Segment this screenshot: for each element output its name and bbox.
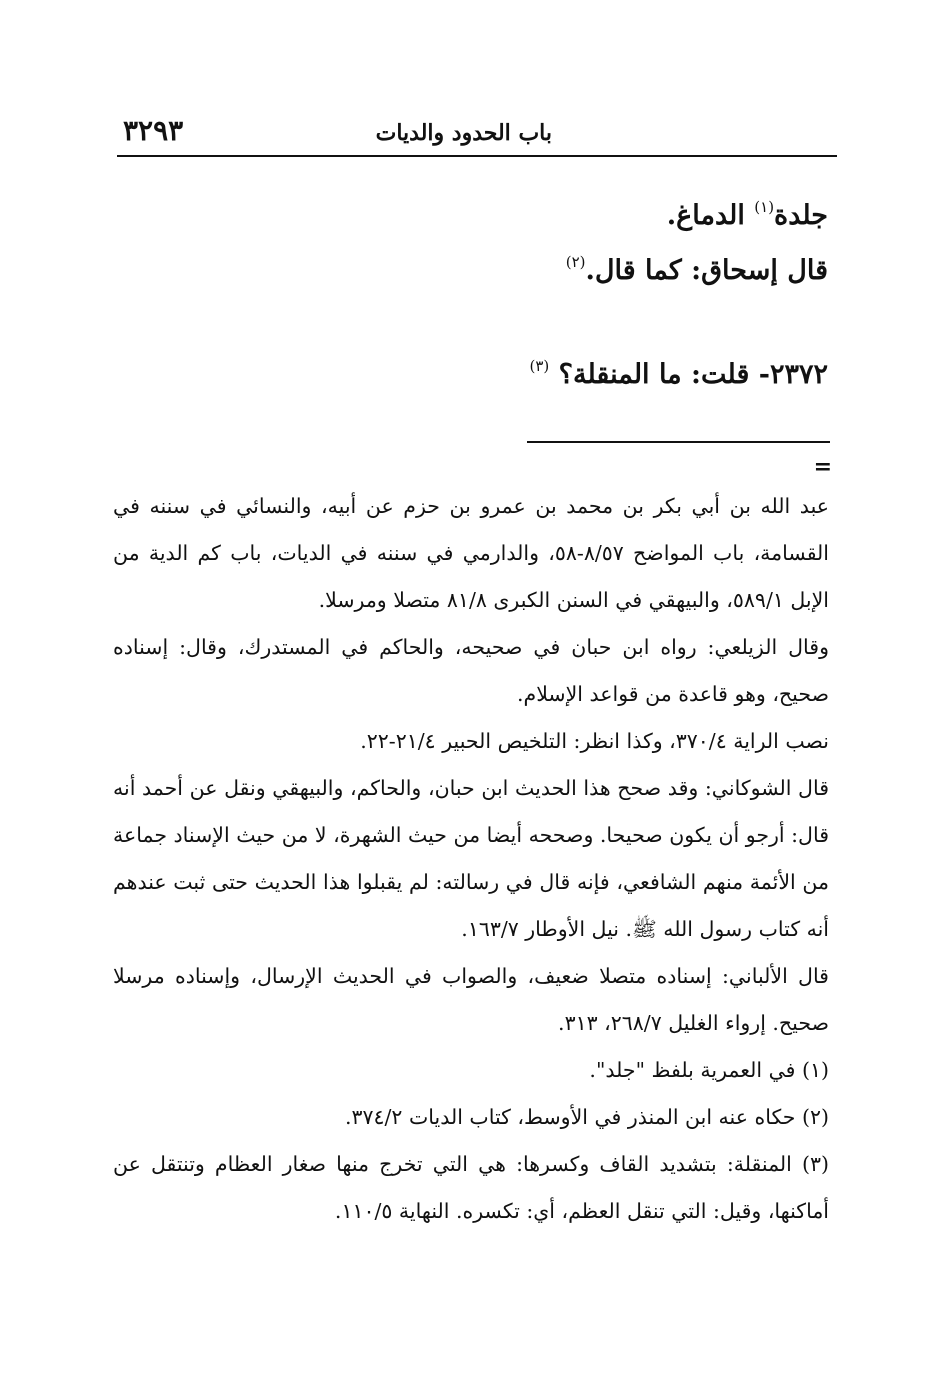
footnote-paragraph: قال الشوكاني: وقد صحح هذا الحديث ابن حبان، والحاكم، والبيهقي ونقل عن أحمد أنه قال: أرجو أن يكون صحيحا. وصححه أيضا من حيث الشهرة، لا من حيث الإسناد جماعة من الأئمة منهم الشافعي، فإنه قال في رسالته: لم يقبلوا هذا الحديث حتى ثبت عندهم أنه كتاب رسول الله ﷺ. نيل الأوطار ١٦٣/٧.	[113, 776, 829, 941]
footnotes-block	[113, 483, 829, 1235]
line3-text: ٢٣٧٢- قلت: ما المنقلة؟	[558, 359, 828, 390]
footnote-1: (١) في العمرية بلفظ "جلد".	[589, 1058, 829, 1082]
footnote-separator	[527, 441, 830, 443]
page-header	[117, 112, 837, 154]
running-title: باب الحدود والديات	[375, 120, 552, 146]
footnote-continuation-mark: =	[813, 454, 832, 480]
footnote-ref-1: (١)	[754, 198, 775, 216]
question-heading	[128, 357, 828, 390]
line1-tail: الدماغ.	[666, 200, 755, 231]
line1-text: جلدة	[774, 200, 828, 231]
main-text-line-1	[128, 198, 828, 231]
main-text-line-2	[128, 253, 828, 286]
header-rule	[117, 155, 837, 157]
footnote-paragraph: قال الألباني: إسناده متصلا ضعيف، والصواب في الحديث الإرسال، وإسناده مرسلا صحيح. إرواء الغليل ٢٦٨/٧، ٣١٣.	[113, 964, 829, 1035]
footnote-paragraph: نصب الراية ٣٧٠/٤، وكذا انظر: التلخيص الحبير ٢١/٤-٢٢.	[360, 729, 829, 753]
footnote-ref-3: (٣)	[529, 357, 550, 375]
footnote-paragraph: وقال الزيلعي: رواه ابن حبان في صحيحه، والحاكم في المستدرك، وقال: إسناده صحيح، وهو قاعدة من قواعد الإسلام.	[113, 635, 829, 706]
footnote-paragraph: عبد الله بن أبي بكر بن محمد بن عمرو بن حزم عن أبيه، والنسائي في سننه في القسامة، باب المواضح ٨/٥٧-٥٨، والدارمي في سننه في الديات، باب كم الدية من الإبل ٥٨٩/١، والبيهقي في السنن الكبرى ٨١/٨ متصلا ومرسلا.	[113, 494, 830, 612]
footnote-ref-2: (٢)	[565, 253, 586, 271]
footnote-3: (٣) المنقلة: بتشديد القاف وكسرها: هي التي تخرج منها صغار العظام وتنتقل عن أماكنها، وقيل: التي تنقل العظم، أي: تكسره. النهاية ١١٠/٥.	[113, 1152, 829, 1223]
page-number: ٣٢٩٣	[123, 114, 184, 147]
line2-text: قال إسحاق: كما قال.	[585, 255, 828, 286]
footnote-2: (٢) حكاه عنه ابن المنذر في الأوسط، كتاب الديات ٣٧٤/٢.	[344, 1105, 829, 1129]
